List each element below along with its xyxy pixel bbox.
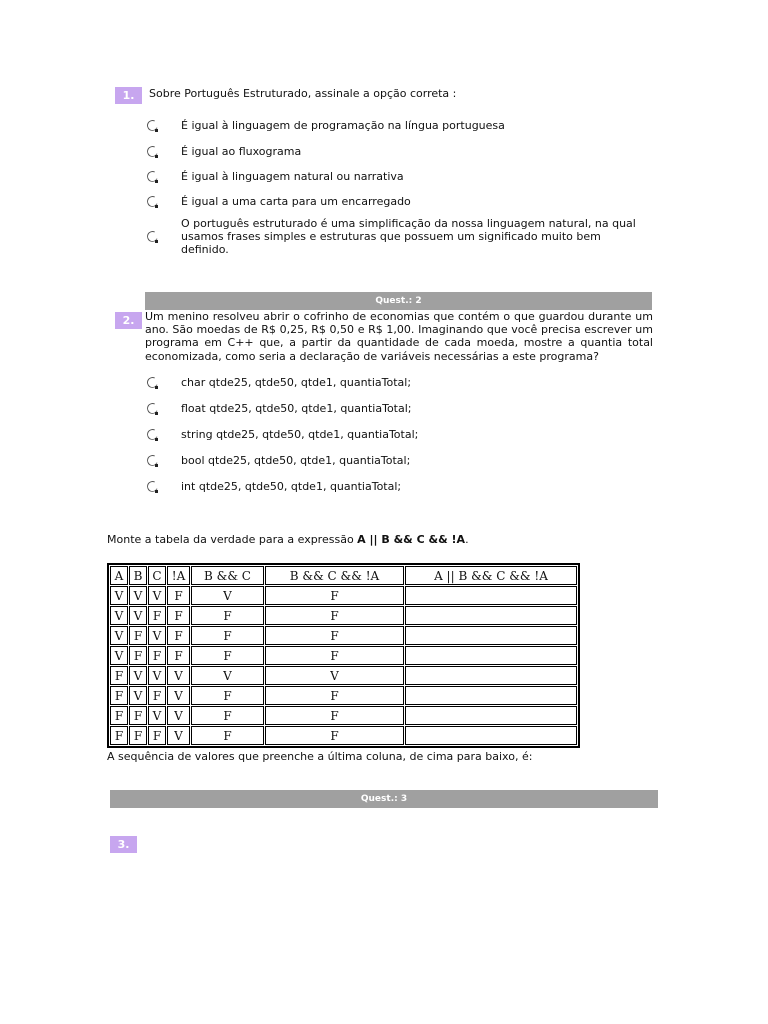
table-cell: F [167, 646, 190, 665]
answer-option[interactable] [146, 195, 411, 209]
instruction-suffix: . [465, 533, 469, 546]
answer-cell[interactable] [405, 726, 577, 745]
expression: A || B && C && !A [357, 533, 466, 546]
table-cell: F [129, 626, 147, 645]
radio-button[interactable] [146, 428, 160, 442]
table-cell: F [191, 726, 264, 745]
answer-option[interactable] [146, 119, 505, 133]
table-cell: V [129, 666, 147, 685]
table-row [110, 686, 577, 705]
option-label: É igual à linguagem natural ou narrativa [181, 170, 404, 184]
table-cell: V [129, 686, 147, 705]
table-cell: V [191, 586, 264, 605]
option-label: float qtde25, qtde50, qtde1, quantiaTotal; [181, 402, 412, 416]
table-cell: V [167, 726, 190, 745]
instruction-text: Monte a tabela da verdade para a expressão [107, 533, 358, 546]
radio-button[interactable] [146, 376, 160, 390]
table-cell: F [129, 726, 147, 745]
table-cell: F [167, 586, 190, 605]
answer-option[interactable] [146, 454, 410, 468]
question-number-badge: 3. [110, 836, 137, 853]
table-cell: F [148, 606, 166, 625]
table-cell: V [167, 686, 190, 705]
radio-button[interactable] [146, 480, 160, 494]
table-cell: F [191, 606, 264, 625]
answer-option[interactable] [146, 376, 411, 390]
column-header: C [148, 566, 166, 585]
answer-cell[interactable] [405, 606, 577, 625]
answer-cell[interactable] [405, 666, 577, 685]
table-row [110, 606, 577, 625]
answer-cell[interactable] [405, 706, 577, 725]
answer-option[interactable] [146, 428, 418, 442]
radio-button[interactable] [146, 454, 160, 468]
radio-button[interactable] [146, 119, 160, 133]
option-label: O português estruturado é uma simplificação da nossa linguagem natural, na qual usamos frases simples e estruturas que possuem um significado muito bem definido. [181, 217, 636, 257]
question-prompt: Um menino resolveu abrir o cofrinho de economias que contém o que guardou durante um ano. São moedas de R$ 0,25, R$ 0,50 e R$ 1,00. Imaginando que você precisa escrever um programa em C++ que, a partir da quantidade de cada moeda, mostre a quantia total economizada, como seria a declaração de variáveis necessárias a este programa? [145, 310, 653, 363]
answer-option[interactable] [146, 480, 401, 494]
table-cell: F [265, 706, 404, 725]
table-cell: V [191, 666, 264, 685]
answer-cell[interactable] [405, 586, 577, 605]
option-label: char qtde25, qtde50, qtde1, quantiaTotal; [181, 376, 412, 390]
truth-table [107, 563, 580, 748]
table-cell: F [191, 626, 264, 645]
column-header: !A [167, 566, 190, 585]
table-cell: F [265, 726, 404, 745]
answer-cell[interactable] [405, 646, 577, 665]
radio-button[interactable] [146, 170, 160, 184]
table-cell: F [265, 606, 404, 625]
table-cell: F [265, 586, 404, 605]
table-row [110, 706, 577, 725]
table-cell: F [265, 646, 404, 665]
table-cell: F [265, 626, 404, 645]
column-header: A [110, 566, 128, 585]
question-header-bar: Quest.: 2 [145, 292, 652, 310]
table-row [110, 646, 577, 665]
table-cell: F [129, 646, 147, 665]
table-row [110, 626, 577, 645]
table-cell: V [110, 586, 128, 605]
radio-button[interactable] [146, 145, 160, 159]
table-cell: F [129, 706, 147, 725]
question-header-bar: Quest.: 3 [110, 790, 658, 808]
table-cell: F [110, 686, 128, 705]
table-cell: F [148, 646, 166, 665]
radio-button[interactable] [146, 195, 160, 209]
table-cell: V [148, 706, 166, 725]
question-prompt: Sobre Português Estruturado, assinale a opção correta : [149, 87, 457, 100]
column-header: B [129, 566, 147, 585]
answer-option[interactable] [146, 145, 301, 159]
table-cell: F [110, 726, 128, 745]
table-cell: F [191, 706, 264, 725]
column-header: B && C && !A [265, 566, 404, 585]
table-cell: F [148, 726, 166, 745]
table-row [110, 666, 577, 685]
radio-button[interactable] [146, 402, 160, 416]
table-cell: F [148, 686, 166, 705]
table-cell: V [110, 646, 128, 665]
column-header: B && C [191, 566, 264, 585]
option-label: É igual ao fluxograma [181, 145, 302, 159]
table-cell: V [110, 626, 128, 645]
table-cell: F [265, 686, 404, 705]
answer-option[interactable] [146, 217, 646, 257]
table-cell: F [191, 646, 264, 665]
answer-option[interactable] [146, 402, 412, 416]
column-header: A || B && C && !A [405, 566, 577, 585]
table-header-row [110, 566, 577, 585]
table-cell: V [148, 586, 166, 605]
answer-option[interactable] [146, 170, 404, 184]
radio-button[interactable] [146, 230, 160, 244]
table-cell: F [167, 606, 190, 625]
question-number-badge: 2. [115, 312, 142, 329]
option-label: string qtde25, qtde50, qtde1, quantiaTotal; [181, 428, 419, 442]
table-cell: V [148, 666, 166, 685]
table-cell: V [129, 586, 147, 605]
table-cell: F [167, 626, 190, 645]
table-row [110, 586, 577, 605]
table-cell: V [148, 626, 166, 645]
option-label: É igual a uma carta para um encarregado [181, 195, 411, 209]
table-cell: V [265, 666, 404, 685]
truth-table-instruction [107, 533, 469, 546]
table-cell: F [191, 686, 264, 705]
answer-cell[interactable] [405, 686, 577, 705]
question-number-badge: 1. [115, 87, 142, 104]
answer-cell[interactable] [405, 626, 577, 645]
table-cell: F [110, 706, 128, 725]
table-cell: V [129, 606, 147, 625]
table-cell: V [167, 706, 190, 725]
table-cell: V [110, 606, 128, 625]
truth-table-question: A sequência de valores que preenche a última coluna, de cima para baixo, é: [107, 750, 533, 763]
option-label: bool qtde25, qtde50, qtde1, quantiaTotal; [181, 454, 411, 468]
table-cell: F [110, 666, 128, 685]
option-label: É igual à linguagem de programação na língua portuguesa [181, 119, 505, 133]
option-label: int qtde25, qtde50, qtde1, quantiaTotal; [181, 480, 402, 494]
table-cell: V [167, 666, 190, 685]
table-row [110, 726, 577, 745]
